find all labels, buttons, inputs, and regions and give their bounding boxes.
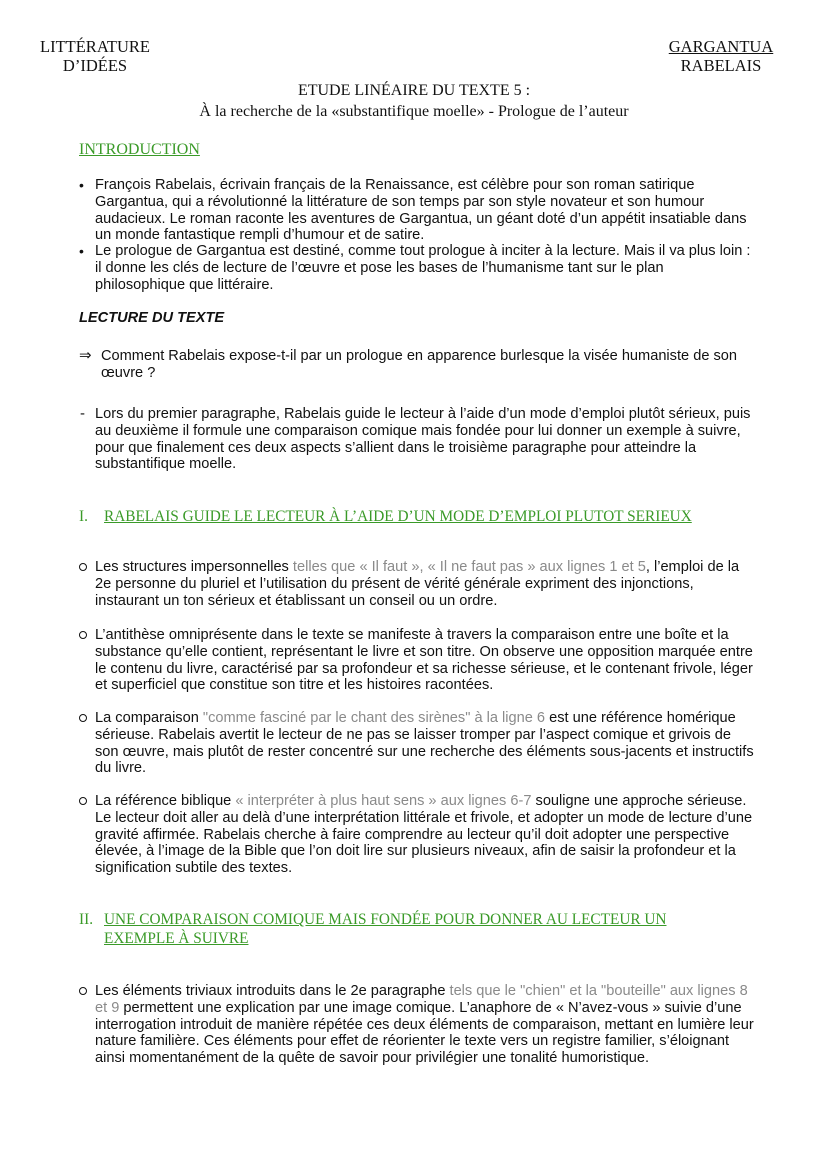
- header-right-line1: GARGANTUA: [668, 37, 774, 56]
- section1-item-1: [95, 559, 755, 609]
- section1-heading: RABELAIS GUIDE LE LECTEUR À L’AIDE D’UN MODE D’EMPLOI PLUTOT SERIEUX: [104, 508, 692, 525]
- bullet-dot: •: [79, 177, 84, 193]
- section2-number: II.: [79, 911, 94, 928]
- quote-reference: tels que le "chien" et la "bouteille" aux lignes 8 et 9: [95, 983, 748, 1016]
- circle-bullet-icon: [79, 797, 87, 805]
- circle-bullet-icon: [79, 563, 87, 571]
- item-text: La référence biblique: [95, 793, 236, 809]
- circle-bullet-icon: [79, 714, 87, 722]
- item-text: permettent une explication par une image comique. L’anaphore de « N’avez-vous » suivie d’une interrogation introduit de manière répétée ces deux éléments de comparaison, mettant en lumière leur nature familière. Ces éléments pour effet de réorienter le texte vers un registre familier, s’éloignant ainsi momentanément de la quête de savoir pour privilégier une tonalité humoristique.: [95, 999, 754, 1067]
- item-text: , l’emploi de la 2e personne du pluriel et l’utilisation du présent de vérité générale expriment des injonctions, instaurant un ton sérieux et établissant un conseil ou un ordre.: [95, 559, 740, 609]
- circle-bullet-icon: [79, 987, 87, 995]
- circle-bullet-icon: [79, 631, 87, 639]
- lecture-heading: LECTURE DU TEXTE: [79, 310, 225, 326]
- item-text: souligne une approche sérieuse. Le lecteur doit aller au delà d’une interprétation littérale et frivole, et adopter un mode de lecture d’une gravité affirmée. Rabelais cherche à faire comprendre au lecteur qu’il doit adopter une perspective élevée, à l’image de la Bible que l’on doit lire sur plusieurs niveaux, afin de saisir la profondeur et la signification subtile des textes.: [95, 793, 753, 877]
- bullet-dot: •: [79, 243, 84, 259]
- header-right: [657, 37, 785, 75]
- item-text: La comparaison: [95, 710, 203, 726]
- intro-paragraph-2: Le prologue de Gargantua est destiné, comme tout prologue à inciter à la lecture. Mais il va plus loin : il donne les clés de lecture de l’œuvre et pose les bases de l’humanisme tant sur le plan philosophique que littéraire.: [95, 243, 751, 293]
- intro-paragraph-1: François Rabelais, écrivain français de la Renaissance, est célèbre pour son roman satirique Gargantua, qui a révolutionné la littérature de son temps par son style novateur et son humour audacieux. Le roman raconte les aventures de Gargantua, un géant doté d’un appétit insatiable dans un monde fantastique rempli d’humour et de satire.: [95, 177, 747, 244]
- arrow-icon: ⇒: [79, 347, 92, 364]
- header-left-line2: D’IDÉES: [62, 56, 128, 75]
- section2-heading-line2: EXEMPLE À SUIVRE: [104, 930, 249, 947]
- problematique: [101, 348, 753, 382]
- item-text: Les structures impersonnelles: [95, 559, 293, 575]
- section1-item-3: [95, 710, 755, 777]
- item-text: est une référence homérique sérieuse. Rabelais avertit le lecteur de ne pas se laisser tromper par l’aspect comique et grivois de son œuvre, mais plutôt de rester concentré sur une recherche des éléments sous-jacents et instructifs du livre.: [95, 710, 754, 777]
- header-left: [36, 37, 154, 75]
- section2-item-1: [95, 983, 755, 1067]
- header-right-line2: RABELAIS: [680, 56, 762, 75]
- introduction-heading: INTRODUCTION: [79, 141, 200, 158]
- section2-heading: [104, 910, 784, 948]
- section1-item-2: L’antithèse omniprésente dans le texte se manifeste à travers la comparaison entre une boîte et la substance qu’elle contient, représentant le livre et son titre. On observe une opposition marquée entre le contenu du livre, caractérisé par sa profondeur et sa richesse sérieuse, et le contenant frivole, léger et superficiel que constitue son titre et les histoires racontées.: [95, 627, 753, 694]
- item-text: Les éléments triviaux introduits dans le 2e paragraphe: [95, 983, 450, 999]
- quote-reference: telles que « Il faut », « Il ne faut pas » aux lignes 1 et 5: [292, 559, 646, 575]
- plan-paragraph: Lors du premier paragraphe, Rabelais guide le lecteur à l’aide d’un mode d’emploi plutôt sérieux, puis au deuxième il formule une comparaison comique mais fondée pour lui donner un exemple à suivre, pour que finalement ces deux aspects s’allient dans le troisième paragraphe pour atteindre la substantifique moelle.: [95, 406, 751, 473]
- problematique-text: Comment Rabelais expose-t-il par un prologue en apparence burlesque la visée humaniste de son œuvre ?: [101, 348, 738, 381]
- header-left-line1: LITTÉRATURE: [40, 37, 150, 56]
- dash-icon: -: [80, 405, 85, 422]
- section1-number: I.: [79, 508, 88, 525]
- page-title: ETUDE LINÉAIRE DU TEXTE 5 :: [297, 82, 531, 99]
- section1-item-4: [95, 793, 755, 877]
- page-subtitle: À la recherche de la «substantifique moelle» - Prologue de l’auteur: [199, 103, 629, 120]
- section2-heading-line1: UNE COMPARAISON COMIQUE MAIS FONDÉE POUR DONNER AU LECTEUR UN: [104, 911, 667, 928]
- quote-reference: "comme fasciné par le chant des sirènes" à la ligne 6: [202, 710, 546, 726]
- quote-reference: « interpréter à plus haut sens » aux lignes 6-7: [235, 793, 532, 809]
